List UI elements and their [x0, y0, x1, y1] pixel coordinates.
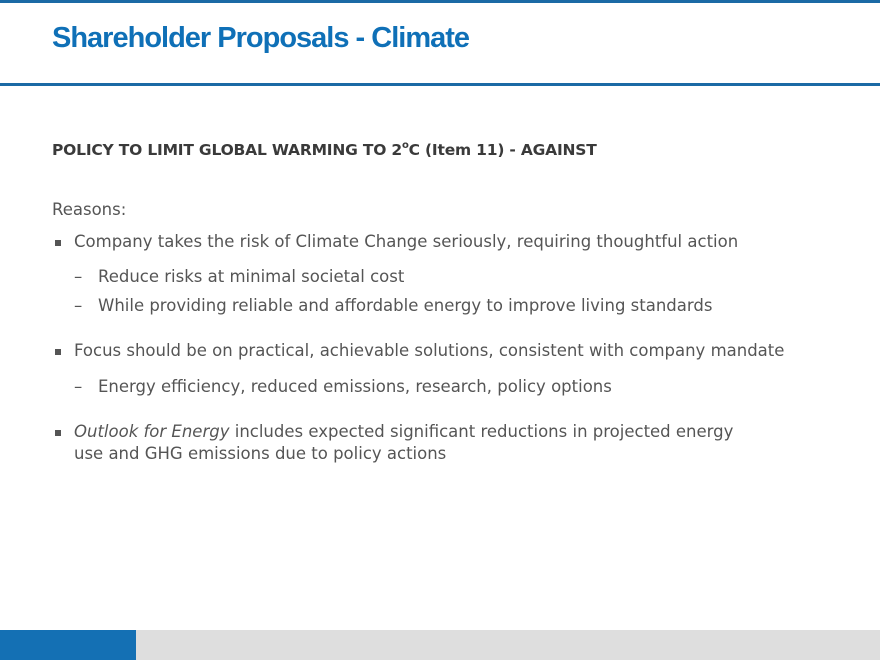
slide-title: Shareholder Proposals - Climate — [52, 22, 470, 54]
dash-bullet-icon: – — [74, 377, 83, 396]
report-title-italic: Outlook for Energy — [74, 422, 230, 441]
sub-bullet-text: Reduce risks at minimal societal cost — [98, 267, 405, 286]
square-bullet-icon — [55, 430, 61, 436]
heading-text-end: C (Item 11) - AGAINST — [408, 141, 597, 159]
square-bullet-icon — [55, 349, 61, 355]
square-bullet-icon — [55, 240, 61, 246]
dash-bullet-icon: – — [74, 267, 83, 286]
bullet-text: Focus should be on practical, achievable solutions, consistent with company mandate — [74, 341, 785, 360]
top-rule — [0, 0, 880, 3]
sub-bullet-text: Energy efficiency, reduced emissions, research, policy options — [98, 377, 612, 396]
title-divider — [0, 83, 880, 86]
bullet-text: Company takes the risk of Climate Change seriously, requiring thoughtful action — [74, 232, 739, 251]
reasons-label: Reasons: — [52, 200, 127, 219]
degree-superscript: o — [401, 139, 409, 151]
bullet-text-line2: use and GHG emissions due to policy actions — [74, 444, 447, 463]
sub-bullet-text: While providing reliable and affordable energy to improve living standards — [98, 296, 713, 315]
dash-bullet-icon: – — [74, 296, 83, 315]
bullet-text — [74, 421, 819, 465]
section-heading — [52, 141, 597, 159]
footer-accent — [0, 630, 136, 660]
heading-text-start: POLICY TO LIMIT GLOBAL WARMING TO 2 — [52, 141, 402, 159]
bullet-text-line1: includes expected significant reductions in projected energy — [229, 422, 734, 441]
